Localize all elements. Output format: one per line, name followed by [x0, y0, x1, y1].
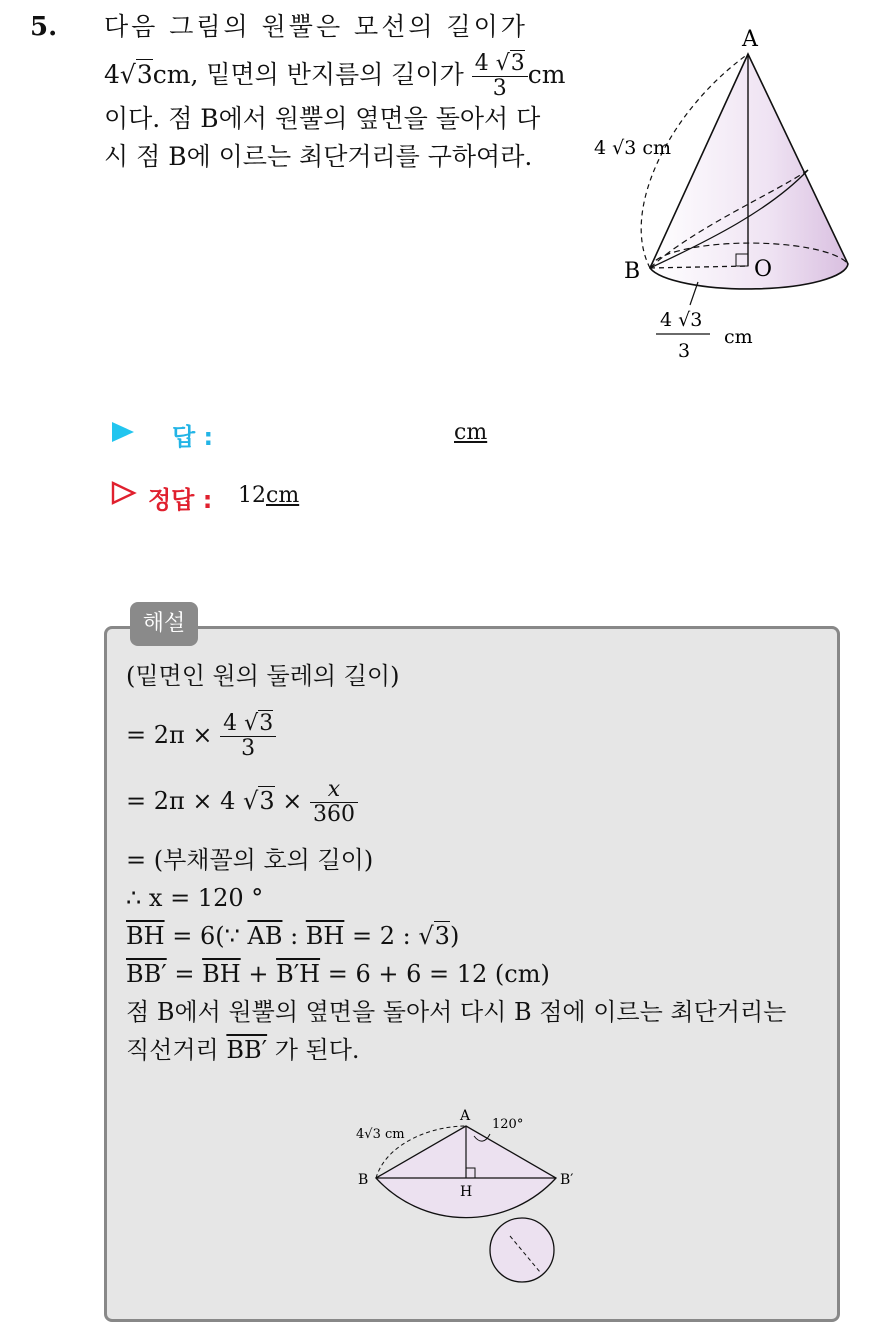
- question-number: 5.: [30, 12, 58, 42]
- solution-tag: 해설: [130, 602, 198, 646]
- net-figure: [350, 1104, 590, 1304]
- solution-line-7: $BB' = \overline{BH} + B'H = 6 + 6 = 12$ (cm): [126, 960, 550, 988]
- solution-line-6: $\overline{BH}$ = 6(∵ $\overline{AB}$ : $\overline{BH} = 2$ : √3): [126, 922, 460, 950]
- label-B: B: [624, 259, 641, 284]
- net-label-Bp: B′: [560, 1172, 574, 1188]
- answer-arrow-icon: [110, 420, 136, 444]
- correct-answer: 12cm: [238, 483, 300, 508]
- question-line-3: 이다. 점 B에서 원뿔의 옆면을 돌아서 다: [104, 104, 541, 133]
- net-label-A: A: [460, 1108, 471, 1124]
- net-label-H: H: [460, 1184, 473, 1200]
- net-label-B: B: [358, 1172, 369, 1188]
- solution-line-1: (밑면인 원의 둘레의 길이): [126, 662, 400, 690]
- question-line-4: 시 점 B에 이르는 최단거리를 구하여라.: [104, 142, 533, 171]
- slant-label: 4 √3 cm: [594, 137, 672, 159]
- question-line-2: 4√3cm, 밑면의 반지름의 길이가 $\frac{4 √3}{3}$ cm: [104, 51, 566, 102]
- cone-figure: [580, 20, 870, 370]
- solution-line-9: 직선거리 BB′ 가 된다.: [126, 1036, 360, 1064]
- solution-line-3: = 2π × 4 √3 × $\frac{x}{360}$: [126, 778, 358, 827]
- base-circle: [490, 1218, 554, 1282]
- solution-line-4: = (부채꼴의 호의 길이): [126, 846, 374, 874]
- net-angle: 120°: [492, 1117, 524, 1132]
- label-O: O: [754, 257, 773, 282]
- solution-line-5: ∴ x = 120 °: [126, 884, 264, 912]
- radius-num: 4 √3: [660, 309, 703, 331]
- solution-line-2: = 2π × $\frac{4 √3}{3}$: [126, 712, 276, 761]
- radius-den: 3: [678, 340, 691, 362]
- question-line-1: 다음 그림의 원뿔은 모선의 길이가: [104, 12, 528, 41]
- correct-label: 정답 :: [148, 486, 213, 514]
- solution-line-8: 점 B에서 원뿔의 옆면을 돌아서 다시 B 점에 이르는 최단거리는: [126, 998, 787, 1026]
- answer-unit: cm: [454, 420, 488, 445]
- net-slant: 4√3 cm: [356, 1127, 405, 1142]
- correct-arrow-icon: [110, 480, 138, 506]
- label-A: A: [742, 27, 758, 52]
- answer-label: 답 :: [172, 423, 214, 451]
- radius-unit: cm: [724, 326, 753, 348]
